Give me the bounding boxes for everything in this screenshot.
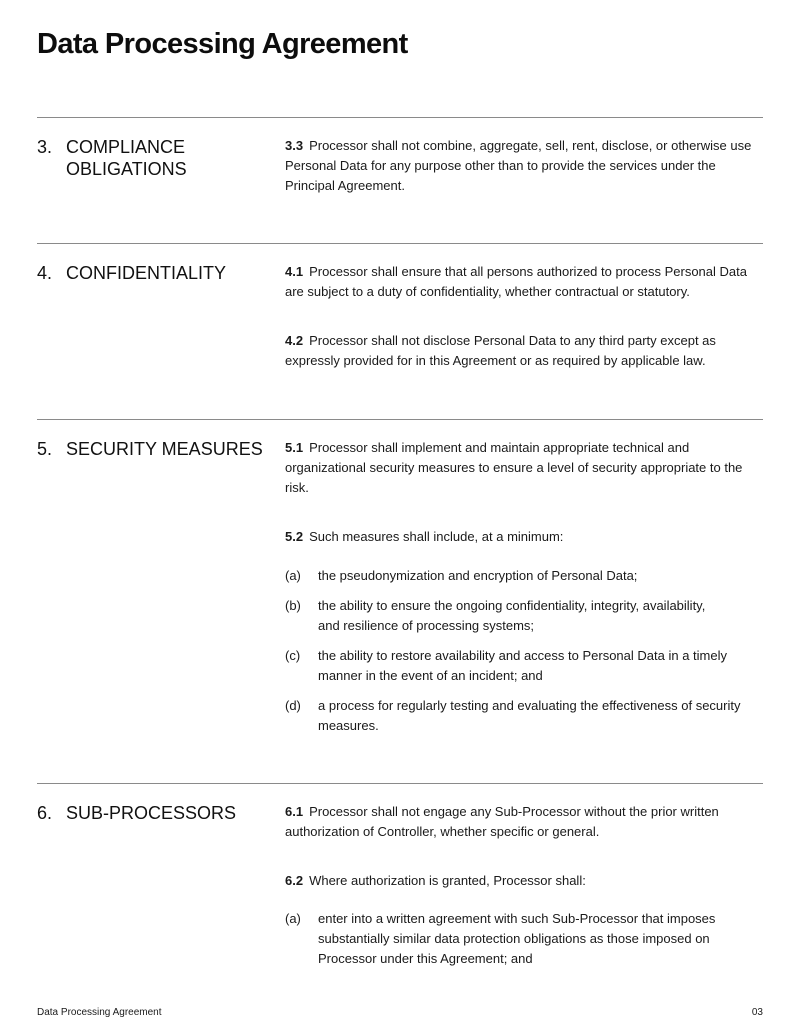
page-number: 03 (751, 1007, 763, 1018)
section-heading (37, 802, 277, 824)
clause-text: Processor shall ensure that all persons authorized to process Personal Data are subject to a duty of confidentiality, whether contractual or statutory. (285, 264, 747, 299)
clause-6-2 (285, 871, 763, 891)
section-number: 4. (37, 263, 53, 283)
section-sub-processors (37, 783, 763, 966)
section-body (285, 136, 763, 225)
clause-5-2 (285, 527, 763, 547)
section-heading (37, 438, 277, 460)
clause-text: Such measures shall include, at a minimum: (309, 529, 564, 544)
footer-label: Data Processing Agreement (37, 1007, 162, 1018)
page-footer (37, 1007, 763, 1018)
clause-number: 5.1 (285, 440, 304, 455)
clause-number: 3.3 (285, 138, 304, 153)
list-item (285, 596, 763, 636)
section-compliance-obligations (37, 117, 763, 193)
document-title: Data Processing Agreement (37, 28, 408, 60)
list-item (285, 909, 763, 969)
section-heading (37, 136, 277, 180)
section-heading (37, 262, 277, 284)
list-marker: (d) (285, 698, 301, 713)
list-item (285, 566, 763, 586)
clause-text: Processor shall not combine, aggregate, sell, rent, disclose, or otherwise use Personal Data for any purpose other than to provide the services under the Principal Agreement. (285, 138, 752, 193)
section-body (285, 802, 763, 979)
list-item (285, 646, 763, 686)
section-number: 6. (37, 803, 53, 823)
list-item-text: the pseudonymization and encryption of Personal Data; (318, 568, 638, 583)
section-body (285, 262, 763, 400)
list-item-text: the ability to restore availability and access to Personal Data in a timely manner in the event of an incident; and (318, 648, 727, 683)
list-item-text: the ability to ensure the ongoing confidentiality, integrity, availability, and resilience of processing systems; (318, 598, 706, 633)
section-body (285, 438, 763, 746)
clause-5-1 (285, 438, 763, 498)
section-confidentiality (37, 243, 763, 368)
section-number: 5. (37, 439, 53, 459)
clause-6-1 (285, 802, 763, 842)
section-security-measures (37, 419, 763, 733)
clause-number: 4.1 (285, 264, 304, 279)
list-marker: (b) (285, 598, 301, 613)
list-marker: (a) (285, 568, 301, 583)
clause-text: Processor shall implement and maintain appropriate technical and organizational security measures to ensure a level of security appropriate to the risk. (285, 440, 743, 495)
list-item-text: enter into a written agreement with such Sub-Processor that imposes substantially similar data protection obligations as those imposed on Processor under this Agreement; and (318, 911, 716, 966)
section-name: CONFIDENTIALITY (66, 263, 227, 283)
clause-number: 4.2 (285, 333, 304, 348)
section-name: SUB-PROCESSORS (66, 803, 237, 823)
clause-text: Processor shall not engage any Sub-Processor without the prior written authorization of Controller, whether specific or general. (285, 804, 719, 839)
clause-4-1 (285, 262, 763, 302)
section-number: 3. (37, 137, 53, 157)
section-name: COMPLIANCE OBLIGATIONS (66, 137, 187, 179)
clause-number: 6.1 (285, 804, 304, 819)
list-item (285, 696, 763, 736)
clause-3-3 (285, 136, 763, 196)
clause-text: Processor shall not disclose Personal Data to any third party except as expressly provided for in this Agreement or as required by applicable law. (285, 333, 716, 368)
list-marker: (a) (285, 911, 301, 926)
section-name: SECURITY MEASURES (66, 439, 263, 459)
clause-text: Where authorization is granted, Processor shall: (309, 873, 586, 888)
list-item-text: a process for regularly testing and evaluating the effectiveness of security measures. (318, 698, 741, 733)
clause-number: 5.2 (285, 529, 304, 544)
clause-number: 6.2 (285, 873, 304, 888)
list-marker: (c) (285, 648, 301, 663)
clause-4-2 (285, 331, 763, 371)
